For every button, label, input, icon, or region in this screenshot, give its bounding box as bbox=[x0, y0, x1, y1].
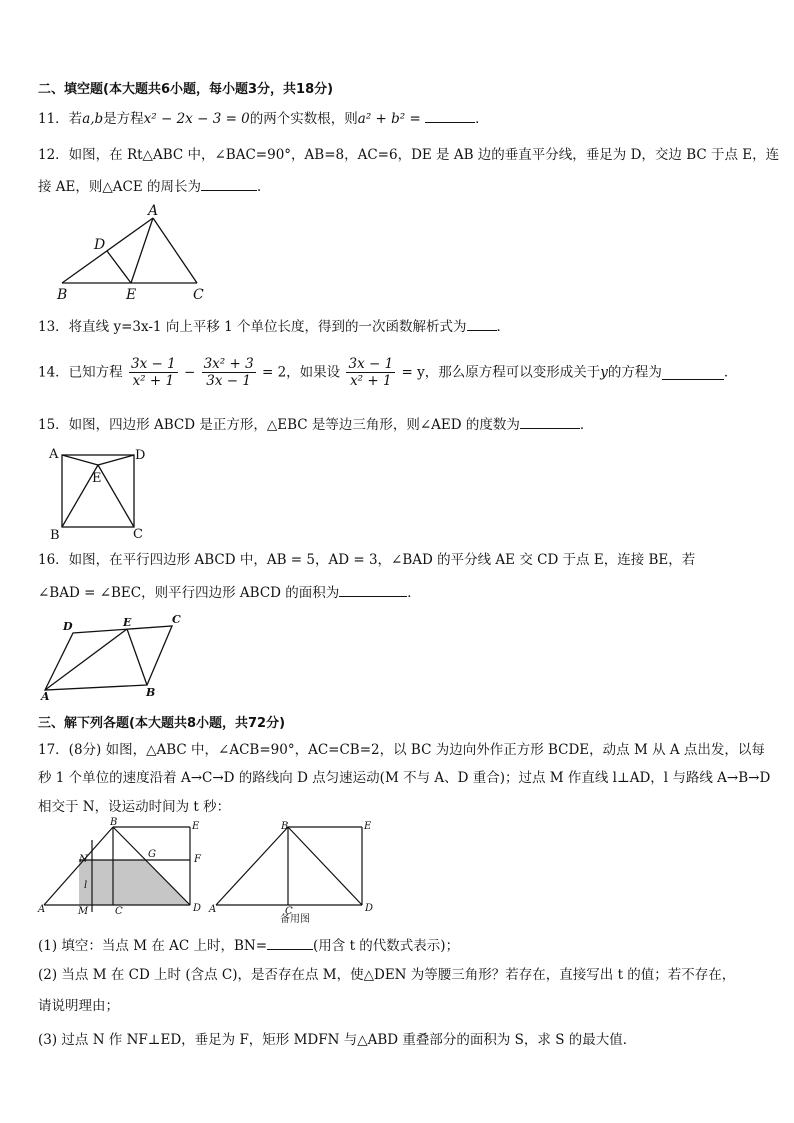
q16-end: ． bbox=[407, 585, 421, 601]
q16-line-2-text: ∠BAD = ∠BEC，则平行四边形 ABCD 的面积为 bbox=[38, 585, 340, 601]
q11-vars: a,b bbox=[82, 111, 104, 127]
q12-end: ． bbox=[257, 179, 271, 195]
q17-sub-3: (3) 过点 N 作 NF⊥ED，垂足为 F，矩形 MDFN 与△ABD 重叠部分的面积为 S，求 S 的最大值． bbox=[38, 1032, 637, 1048]
q16-label-b: B bbox=[146, 686, 156, 699]
q12-line-2-text: 接 AE，则△ACE 的周长为 bbox=[38, 179, 202, 195]
q15-end: ． bbox=[579, 417, 594, 433]
q14-end: ． bbox=[723, 364, 738, 381]
q13-end: ． bbox=[496, 319, 510, 335]
q17-fig1-label-e: E bbox=[192, 821, 200, 832]
q17-fig2-label-a: A bbox=[209, 904, 217, 915]
q17-fig1-label-g: G bbox=[148, 849, 156, 860]
q11-equation: x² − 2x − 3 = 0 bbox=[143, 111, 250, 127]
q14-text-2: = 2，如果设 bbox=[261, 364, 341, 381]
q17-fig1-label-m: M bbox=[78, 906, 89, 917]
q14-frac2-den: 3x − 1 bbox=[206, 373, 251, 389]
q11-text-3: 的两个实数根，则 bbox=[249, 111, 358, 127]
q17-sub-1-text: (1) 填空：当点 M 在 AC 上时，BN= bbox=[38, 938, 268, 954]
q17-fig2-label-b: B bbox=[281, 821, 289, 832]
q13-text: 13．将直线 y=3x-1 向上平移 1 个单位长度，得到的一次函数解析式为 bbox=[38, 319, 467, 335]
q12-label-d: D bbox=[94, 237, 106, 253]
q17-fig1-label-b: B bbox=[110, 817, 118, 828]
q17-sub-1-blank[interactable] bbox=[267, 935, 313, 950]
q16-line-1: 16．如图，在平行四边形 ABCD 中，AB = 5，AD = 3，∠BAD 的平分线 AE 交 CD 于点 E，连接 BE，若 bbox=[38, 552, 696, 568]
q15-label-e: E bbox=[92, 471, 102, 486]
q15-label-d: D bbox=[135, 448, 146, 463]
q17-fig2-label-c: C bbox=[285, 906, 293, 917]
q14-var-y: y bbox=[600, 364, 608, 381]
q16-label-e: E bbox=[123, 616, 132, 629]
q15-text: 15．如图，四边形 ABCD 是正方形，△EBC 是等边三角形，则∠AED 的度数为 bbox=[38, 417, 520, 433]
q17-fig1-label-c: C bbox=[115, 906, 123, 917]
q15-label-b: B bbox=[50, 528, 60, 543]
q11-text-2: 是方程 bbox=[103, 111, 144, 127]
q17-line-3: 相交于 N，设运动时间为 t 秒： bbox=[38, 799, 231, 815]
q17-sub-1 bbox=[38, 935, 459, 956]
q14-frac1-num: 3x − 1 bbox=[130, 356, 176, 372]
q17-fig1-label-d: D bbox=[193, 903, 202, 914]
q16-label-c: C bbox=[172, 613, 181, 626]
q11-text-1: 11．若 bbox=[38, 111, 83, 127]
q12-label-c: C bbox=[193, 287, 204, 303]
q14-text-4: 的方程为 bbox=[607, 364, 662, 381]
q17-fig1-label-n: N bbox=[79, 854, 88, 865]
q11-end: ． bbox=[475, 111, 489, 127]
q17-fig2-label-e: E bbox=[364, 821, 372, 832]
q17-sub-1-text-b: (用含 t 的代数式表示)； bbox=[313, 938, 460, 954]
q17-fig1-label-f: F bbox=[194, 854, 201, 865]
q17-fig1-label-a: A bbox=[38, 904, 46, 915]
q12-label-e: E bbox=[126, 287, 137, 303]
q15-label-a: A bbox=[49, 447, 59, 462]
q17-backup-segment-bd bbox=[288, 827, 362, 905]
q14-frac3-num: 3x − 1 bbox=[348, 356, 394, 372]
q17-backup-caption: 备用图 bbox=[280, 914, 310, 925]
q16-label-a: A bbox=[41, 690, 50, 703]
q14-text-3: = y，那么原方程可以变形成关于 bbox=[401, 364, 601, 381]
q16-label-d: D bbox=[63, 620, 73, 633]
section-3-title: 三、解下列各题(本大题共8小题，共72分) bbox=[38, 716, 286, 731]
q14-frac3-den: x² + 1 bbox=[350, 373, 392, 389]
q12-label-a: A bbox=[148, 203, 159, 219]
q14-text-1: 14．已知方程 bbox=[38, 364, 123, 381]
q15-label-c: C bbox=[133, 527, 143, 542]
q17-sub-2-line-1: (2) 当点 M 在 CD 上时 (含点 C)，是否存在点 M，使△DEN 为等腰三角形？若存在，直接写出 t 的值；若不存在， bbox=[38, 967, 736, 983]
q12-line-1: 12．如图，在 Rt△ABC 中，∠BAC=90°，AB=8，AC=6，DE 是 AB 边的垂直平分线，垂足为 D，交边 BC 于点 E，连 bbox=[38, 147, 780, 163]
q17-sub-2-line-2: 请说明理由； bbox=[38, 998, 119, 1014]
q17-line-2: 秒 1 个单位的速度沿着 A→C→D 的路线向 D 点匀速运动(M 不与 A、D 重合)；过点 M 作直线 l⊥AD，l 与路线 A→B→D bbox=[38, 770, 771, 786]
q14-frac1-den: x² + 1 bbox=[132, 373, 175, 389]
q17-line-1: 17．(8分) 如图，△ABC 中，∠ACB=90°，AC=CB=2，以 BC 为边向外作正方形 BCDE，动点 M 从 A 点出发，以每 bbox=[38, 742, 765, 758]
q14-minus: − bbox=[183, 364, 196, 381]
q17-fig2-label-d: D bbox=[365, 903, 374, 914]
q17-backup-segment-ab bbox=[216, 827, 288, 905]
q17-fig1-label-l: l bbox=[84, 880, 88, 891]
q14-frac2-num: 3x² + 3 bbox=[203, 356, 254, 372]
section-2-title: 二、填空题(本大题共6小题，每小题3分，共18分) bbox=[38, 82, 334, 97]
q12-label-b: B bbox=[57, 287, 68, 303]
q11-expression: a² + b² = bbox=[357, 111, 421, 127]
